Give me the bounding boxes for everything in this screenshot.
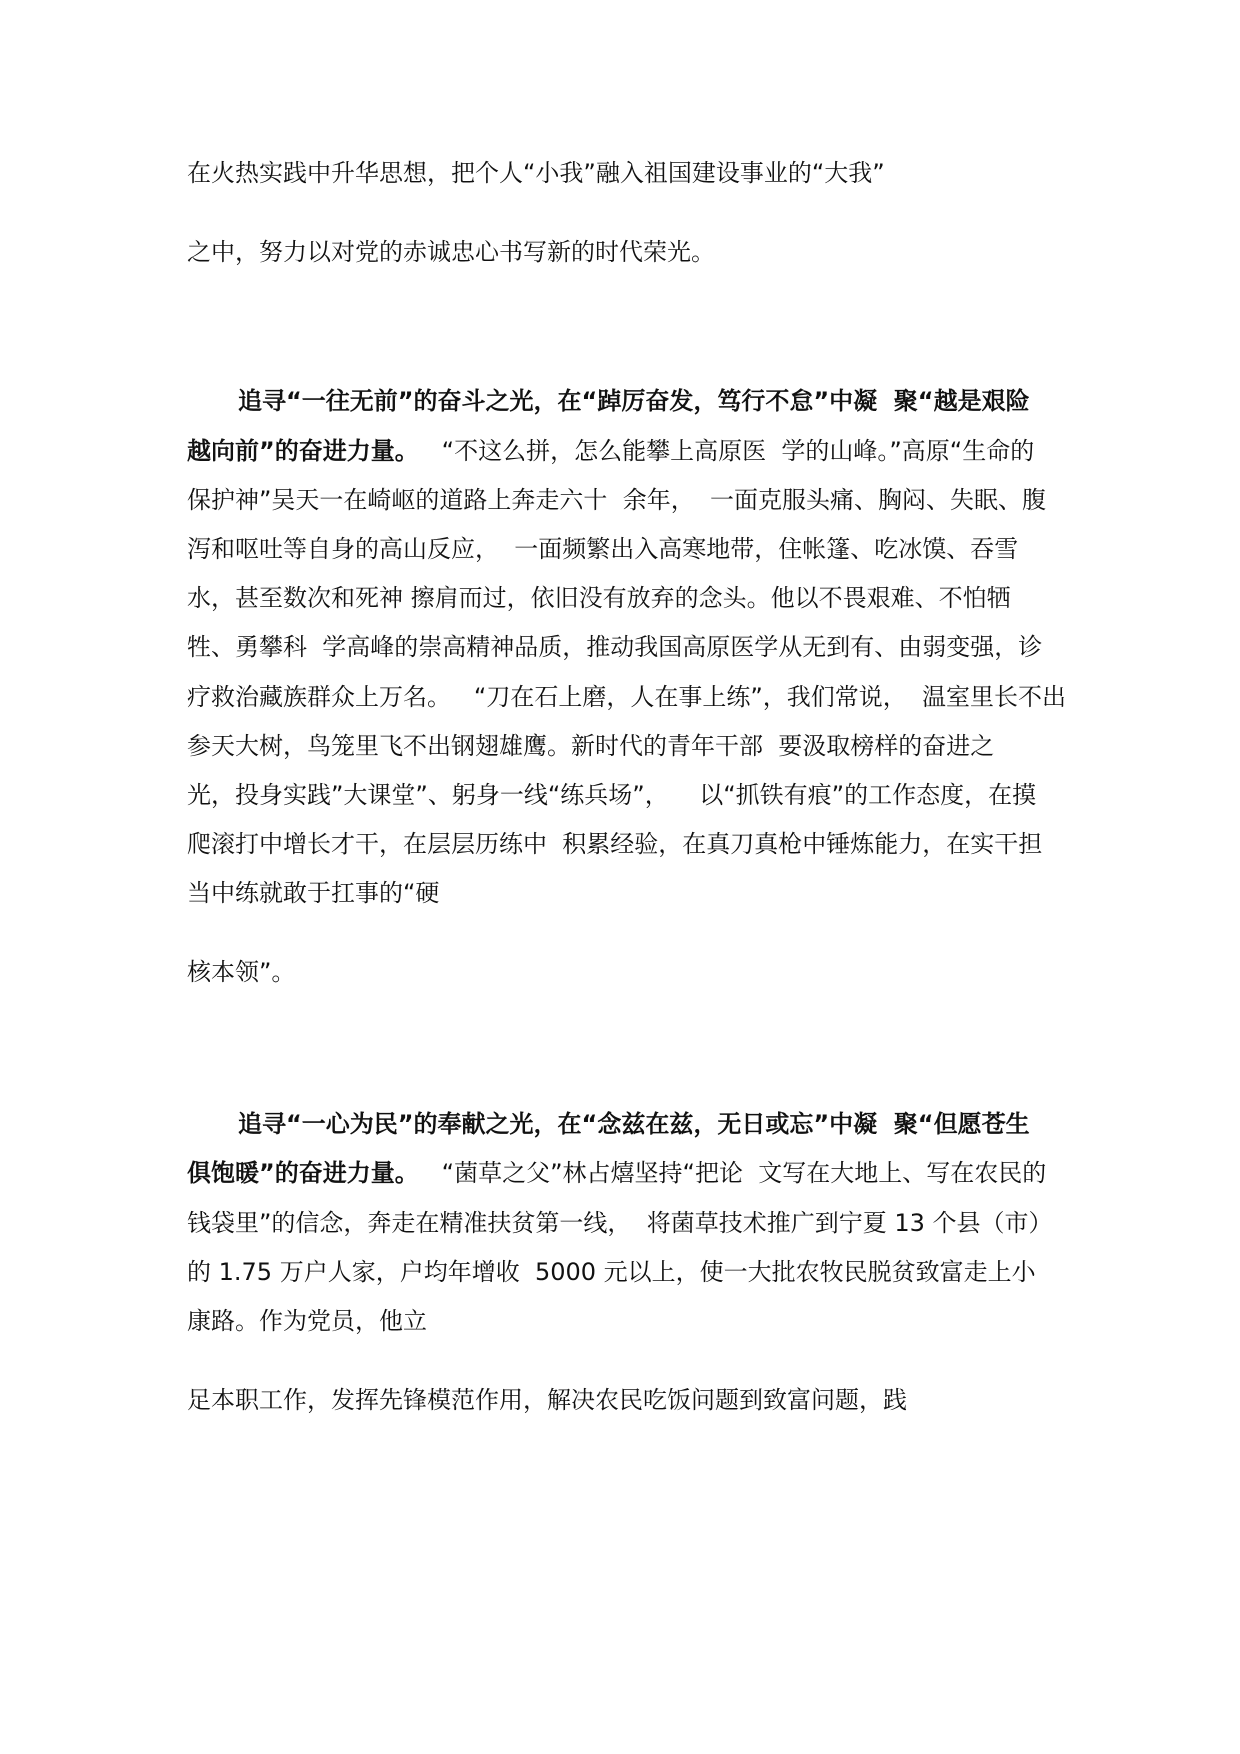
section1-line-12: 核本领”。 [187, 958, 296, 986]
section2-line-4: 的 1.75 万户人家，户均年增收 5000 元以上，使一大批农牧民脱贫致富走上小 [187, 1258, 1036, 1286]
section1-line-2 [187, 434, 1034, 468]
section2-line-6: 足本职工作，发挥先锋模范作用，解决农民吃饭问题到致富问题，践 [187, 1386, 907, 1414]
section1-heading-line-2: 越向前”的奋进力量。 [187, 437, 419, 465]
intro-line-2: 之中，努力以对党的赤诚忠心书写新的时代荣光。 [187, 238, 715, 266]
section1-line-6: 牲、勇攀科 学高峰的崇高精神品质，推动我国高原医学从无到有、由弱变强，诊 [187, 633, 1043, 661]
section2-line-5: 康路。作为党员，他立 [187, 1307, 427, 1335]
section2-line-2-text: “菌草之父”林占熺坚持“把论 文写在大地上、写在农民的 [418, 1159, 1047, 1187]
section1-line-2-text: “不这么拼，怎么能攀上高原医 学的山峰。”高原“生命的 [418, 437, 1035, 465]
section2-line-2 [187, 1156, 1046, 1190]
section2-line-3: 钱袋里”的信念，奔走在精准扶贫第一线， 将菌草技术推广到宁夏 13 个县（市） [187, 1209, 1053, 1237]
section1-line-4: 泻和呕吐等自身的高山反应， 一面频繁出入高寒地带，住帐篷、吃冰馍、吞雪 [187, 535, 1019, 563]
section1-line-7: 疗救治藏族群众上万名。 “刀在石上磨，人在事上练”，我们常说， 温室里长不出 [187, 683, 1067, 711]
section1-line-3: 保护神”吴天一在崎岖的道路上奔走六十 余年， 一面克服头痛、胸闷、失眠、腹 [187, 486, 1046, 514]
section1-line-5: 水，甚至数次和死神 擦肩而过，依旧没有放弃的念头。他以不畏艰难、不怕牺 [187, 584, 1011, 612]
section1-line-8: 参天大树，鸟笼里飞不出钢翅雄鹰。新时代的青年干部 要汲取榜样的奋进之 [187, 732, 995, 760]
section1-line-11: 当中练就敢于扛事的“硬 [187, 879, 440, 907]
intro-line-1: 在火热实践中升华思想，把个人“小我”融入祖国建设事业的“大我” [187, 159, 885, 187]
section1-heading-line-1: 追寻“一往无前”的奋斗之光，在“踔厉奋发，笃行不怠”中凝 聚“越是艰险 [238, 387, 1030, 415]
section2-heading-line-2: 俱饱暖”的奋进力量。 [187, 1159, 419, 1187]
section2-heading-line-1: 追寻“一心为民”的奉献之光，在“念兹在兹，无日或忘”中凝 聚“但愿苍生 [238, 1110, 1030, 1138]
section1-line-10: 爬滚打中增长才干，在层层历练中 积累经验，在真刀真枪中锤炼能力，在实干担 [187, 830, 1043, 858]
section1-line-9: 光，投身实践”大课堂”、躬身一线“练兵场”， 以“抓铁有痕”的工作态度，在摸 [187, 781, 1037, 809]
